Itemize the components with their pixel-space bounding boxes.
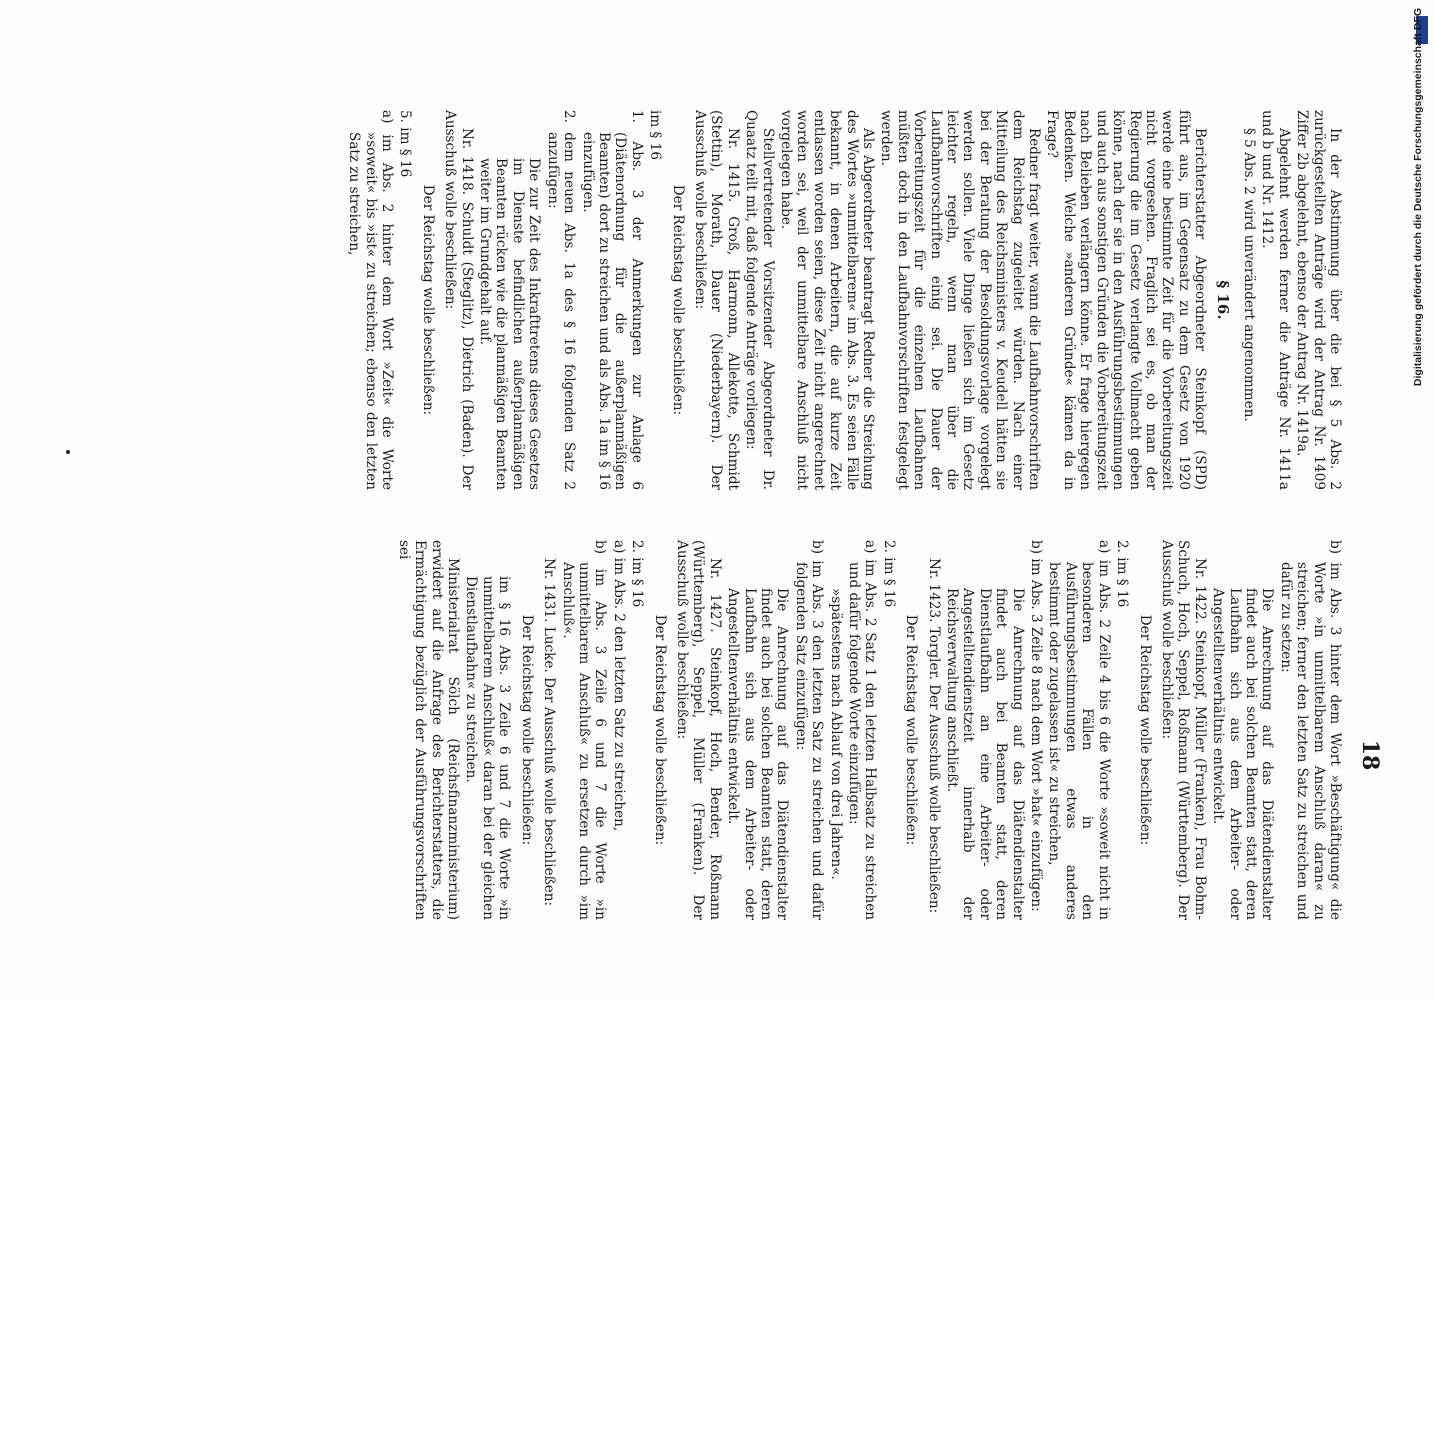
paragraph: Redner fragt weiter, wann die Laufbahnvorschriften dem Reichstag zugeleitet würden. Nach einer Mitteilung des Reichsministers v. Keudell hätten sie bei der Beratung der Besoldungsvorlage vorgelegt werden sollen. Viele Dinge ließen sich im Gesetz leichter regeln, wenn man über die Laufbahnvorschriften einig sei. Die Dauer der Vorbereitungszeit für die einzelnen Laufbahnen müßten doch in den Laufbahnvorschriften festgelegt werden. <box>878 110 1043 490</box>
paragraph: b) im Abs. 3 hinter dem Wort »Beschäftigung« die Worte »in unmittelbarem Anschluß daran« zu streichen; ferner den letzten Satz zu streichen und dafür zu setzen: <box>1277 540 1343 920</box>
paragraph: Berichterstatter Abgeordneter Steinkopf (SPD) führt aus, im Gegensatz zu dem Gesetz von 1920 werde eine bestimmte Zeit für die Vorbereitungszeit nicht vorgesehen. Fraglich sei es, ob man der Regierung die im Gesetz verlangte Vollmacht geben könne, nach der sie in den Ausführungsbestimmungen und auch aus sonstigen Gründen die Vorbereitungszeit nach Belieben verlängern könne. Er frage hiergegen Bedenken. Welche »anderen Gründe« kämen da in Frage? <box>1044 110 1209 490</box>
paragraph: Nr. 1431. Lucke. Der Ausschuß wolle beschließen: <box>541 558 558 907</box>
paragraph: b) im Abs. 3 den letzten Satz zu streichen und dafür folgenden Satz einzufügen: <box>792 540 826 920</box>
paragraph: im § 16 <box>647 110 664 160</box>
paragraph: Der Reichstag wolle beschließen: <box>518 614 535 846</box>
paragraph: »spätestens nach Ablauf von drei Jahren«. <box>827 588 844 880</box>
paragraph: Die zur Zeit des Inkrafttretens dieses Gesetzes im Dienste befindlichen außerplanmäßigen Beamten rücken wie die planmäßigen Beamten weiter im Grundgehalt auf. <box>477 158 543 490</box>
logo-text: DFG <box>1412 8 1424 31</box>
paragraph: Nr. 1423. Torgler. Der Ausschuß wolle beschließen: <box>925 558 942 914</box>
paragraph: 1. Abs. 3 der Anmerkungen zur Anlage 6 (Diätenordnung für die außerplanmäßigen Beamten) dort zu streichen und als Abs. 1a im § 16 einzufügen. <box>579 110 645 490</box>
paragraph: Der Reichstag wolle beschließen: <box>651 614 668 846</box>
paragraph: im § 16 Abs. 3 Zeile 6 und 7 die Worte »in unmittelbarem Anschluß« daran bei der gleichen Dienstlaufbahn« zu streichen. <box>463 576 513 920</box>
right-text-column <box>393 540 1343 920</box>
left-text-column <box>344 110 1343 490</box>
paragraph: § 5 Abs. 2 wird unverändert angenommen. <box>1240 128 1257 422</box>
paragraph: Als Abgeordneter beantragt Redner die Streichung des Wortes »unmittelbarem« im Abs. 3. Es seien Fälle bekannt, in denen Arbeitern, die auf kurze Zeit entlassen worden seien, diese Zeit nicht angerechnet worden sei, weil der unmittelbare Anschluß nicht vorgelegen habe. <box>778 110 877 490</box>
paragraph: Der Reichstag wolle beschließen: <box>419 184 436 416</box>
paragraph: Der Reichstag wolle beschließen: <box>1136 614 1153 846</box>
paragraph: Stellvertretender Vorsitzender Abgeordneter Dr. Quaatz teilt mit, daß folgende Anträge vorliegen: <box>743 110 776 490</box>
paragraph: § 16. <box>1213 280 1232 320</box>
digitization-credit <box>1412 8 1430 992</box>
paragraph: 2. dem neuen Abs. 1a des § 16 folgenden Satz 2 anzufügen: <box>544 110 578 490</box>
paragraph: Ministerialrat Sölch (Reichsfinanzministerium) erwidert auf die Anfrage des Berichterstatters, die Ermächtigung bezüglich der Ausführungsvorschriften sei <box>395 540 462 920</box>
page-number: 18 <box>1357 739 1383 771</box>
paragraph: b) im Abs. 3 Zeile 8 nach dem Wort »hat« einzufügen: <box>1028 540 1045 912</box>
paragraph: Der Reichstag wolle beschließen: <box>669 184 686 416</box>
rotated-document-page <box>346 70 1395 1440</box>
paragraph: 2. im § 16 <box>1114 540 1131 608</box>
paragraph: Die Anrechnung auf das Diätendienstalter findet auch bei solchen Beamten statt, deren Laufbahn sich aus dem Arbeiter- oder Angestelltenverhältnis entwickelt. <box>1210 588 1276 920</box>
paragraph: In der Abstimmung über die bei § 5 Abs. 2 zurückgestellten Anträge wird der Antrag Nr. 1409 Ziffer 2b abgelehnt, ebenso der Antrag Nr. 1419a. <box>1294 110 1343 490</box>
dfg-credit-strip <box>1412 8 1430 992</box>
paragraph: a) im Abs. 2 den letzten Satz zu streichen, <box>610 540 627 832</box>
paragraph: Die Anrechnung auf das Diätendienstalter findet auch bei solchen Beamten statt, deren Laufbahn sich aus dem Arbeiter- oder Angestelltenverhältnis entwickelt. <box>725 588 791 920</box>
paragraph: a) im Abs. 2 Satz 1 den letzten Halbsatz zu streichen und dafür folgende Worte einzufügen: <box>846 540 879 920</box>
paragraph: Abgelehnt werden ferner die Anträge Nr. 1411a und b und Nr. 1412. <box>1259 110 1292 490</box>
paragraph: Nr. 1418. Schuldt (Steglitz), Dietrich (Baden). Der Ausschuß wolle beschließen: <box>442 110 475 490</box>
speck-mark <box>66 450 70 454</box>
paragraph: Nr. 1415. Groß, Harmonn, Allekotte, Schmidt (Stettin), Morath, Dauer (Niederbayern). Der Ausschuß wolle beschließen: <box>691 110 741 490</box>
paragraph: 2. im § 16 <box>880 540 897 608</box>
paragraph: b) im Abs. 3 Zeile 6 und 7 die Worte »in unmittelbarem Anschluß« zu ersetzen durch »im Anschluß«. <box>559 540 609 920</box>
paragraph: a) im Abs. 2 Zeile 4 bis 6 die Worte »soweit nicht in besonderen Fällen in den Ausführungsbestimmungen etwas anderes bestimmt oder zugelassen ist« zu streichen, <box>1046 540 1112 920</box>
paragraph: 5. im § 16 <box>397 110 414 178</box>
paragraph: 2. im § 16 <box>629 540 646 608</box>
paragraph: a) im Abs. 2 hinter dem Wort »Zeit« die Worte »soweit« bis »ist« zu streichen; ebenso den letzten Satz zu streichen, <box>346 110 396 490</box>
paragraph: Nr. 1422. Steinkopf, Müller (Franken), Frau Bohm-Schuch, Hoch, Seppel, Roßmann (Württemberg). Der Ausschuß wolle beschließen: <box>1158 540 1208 920</box>
paragraph: Nr. 1427. Steinkopf, Hoch, Bender, Roßmann (Württemberg), Seppel, Müller (Franken). Der Ausschuß wolle beschließen: <box>673 540 723 920</box>
paragraph: Die Anrechnung auf das Diätendienstalter findet auch bei Beamten statt, deren Dienstlaufbahn an eine Arbeiter- oder Angestelltendienstzeit innerhalb der Reichsverwaltung anschließt. <box>944 588 1026 920</box>
paragraph: Der Reichstag wolle beschließen: <box>903 614 920 846</box>
credit-text: Digitalisierung gefördert durch die Deutsche Forschungsgemeinschaft <box>1412 33 1424 387</box>
